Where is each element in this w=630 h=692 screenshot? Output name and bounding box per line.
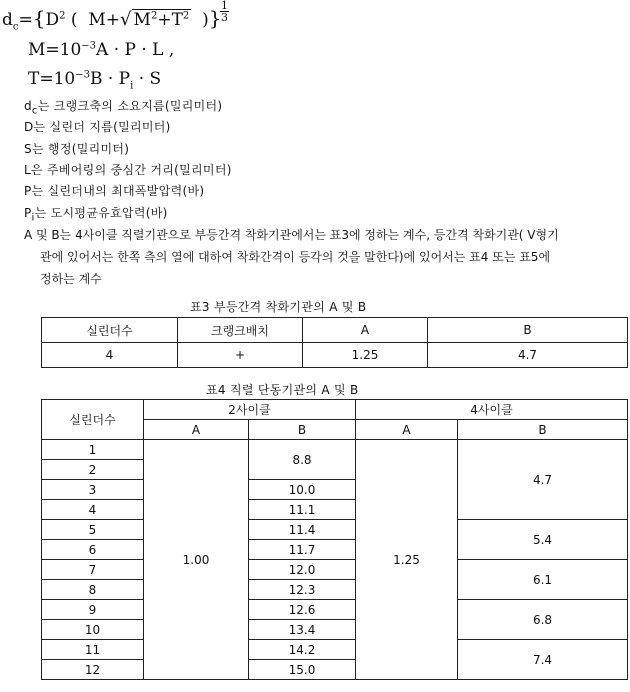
table4-b2-value: 11.1 [249, 500, 356, 520]
table3-header-row [42, 318, 628, 343]
table4-b2-value: 11.7 [249, 540, 356, 560]
table4-header-2cycle: 2사이클 [144, 400, 356, 420]
table4-b4-value: 6.8 [458, 600, 628, 640]
table3-header-cell: A [303, 318, 428, 343]
formula-D-exponent: 2 [59, 10, 66, 22]
table-row [42, 640, 628, 660]
table4-header-cylinders: 실린더수 [42, 400, 144, 440]
table4-a4-value: 1.25 [356, 440, 458, 680]
table3-header-cell: 크랭크배치 [178, 318, 303, 343]
formula-right-brace: } [208, 6, 222, 30]
table-row [42, 343, 628, 368]
formula-T-squared: T [171, 10, 183, 30]
table-row [42, 440, 628, 460]
fraction-denominator: 3 [221, 11, 228, 24]
def-text: 는 실린더 지름(밀리미터) [33, 120, 171, 134]
table-row [42, 520, 628, 540]
def-text: 는 도시평균유효압력(바) [34, 206, 168, 220]
def-symbol: D [24, 120, 34, 134]
def-symbol: P [24, 184, 32, 198]
formula-left-brace: { [32, 6, 46, 30]
table3-header-cell: B [428, 318, 628, 343]
def-symbol: P [24, 206, 32, 220]
fraction-numerator: 1 [221, 0, 228, 12]
table4-b4-value: 4.7 [458, 440, 628, 520]
table4-cyl: 5 [42, 520, 144, 540]
def-text: 는 행정(밀리미터) [31, 142, 130, 156]
table4-caption: 표4 직렬 단동기관의 A 및 B [206, 383, 359, 397]
table4-b2-value: 12.3 [249, 580, 356, 600]
table4-b4-value: 5.4 [458, 520, 628, 560]
table4-cyl: 2 [42, 460, 144, 480]
table4-b2-value: 12.0 [249, 560, 356, 580]
formula-left-paren: ( [70, 10, 78, 30]
table4-cyl: 10 [42, 620, 144, 640]
definition-S [24, 140, 129, 157]
formula-M-exp: −3 [81, 40, 97, 52]
formula-exponent-fraction [220, 0, 229, 23]
table4-subheader-a: A [356, 420, 458, 440]
table4-header-4cycle: 4사이클 [356, 400, 628, 420]
definition-L [24, 161, 232, 178]
table4-b4-value: 7.4 [458, 640, 628, 680]
paragraph-line-2: 관에 있어서는 한쪽 측의 열에 대하여 착화간격이 등각의 것을 말한다)에 있어서는 표4 또는 표5에 [40, 250, 551, 264]
table3-cell: + [178, 343, 303, 368]
def-text: 는 실린더내의 최대폭발압력(바) [31, 184, 205, 198]
formula-d-subscript: c [12, 21, 19, 33]
table4-b2-value: 10.0 [249, 480, 356, 500]
table3 [41, 317, 628, 368]
definition-dc [24, 97, 222, 116]
table4-cyl: 12 [42, 660, 144, 680]
formula-T-subscript: i [130, 80, 134, 92]
formula-M-exponent: 2 [150, 10, 158, 22]
table4-b2-value: 13.4 [249, 620, 356, 640]
table4-header-row [42, 400, 628, 420]
table4-cyl: 4 [42, 500, 144, 520]
table4-subheader-b: B [249, 420, 356, 440]
formula-M-line [28, 40, 174, 60]
paragraph-line-1: A 및 B는 4사이클 직렬기관으로 부등간격 착화기관에서는 표3에 정하는 계수, 등간격 착화기관( V형기 [24, 228, 559, 242]
def-symbol: S [24, 142, 32, 156]
table-row [42, 560, 628, 580]
formula-radicand [132, 9, 192, 30]
formula-T-exponent: 2 [182, 10, 190, 22]
table4-cyl: 9 [42, 600, 144, 620]
table4-b2-value: 11.4 [249, 520, 356, 540]
table4-cyl: 7 [42, 560, 144, 580]
table4-cyl: 11 [42, 640, 144, 660]
formula-T-exp: −3 [75, 69, 90, 81]
table4-b2-value: 15.0 [249, 660, 356, 680]
table4-cyl: 8 [42, 580, 144, 600]
table4-a2-value: 1.00 [144, 440, 249, 680]
sqrt-icon: √ [120, 9, 132, 30]
formula-M-rest: A · P · L , [96, 40, 175, 60]
formula-right-paren: ) [202, 10, 209, 30]
formula-plus-2: + [157, 10, 172, 30]
def-subscript: c [31, 105, 38, 117]
formula-M: M [88, 10, 106, 30]
formula-plus: + [105, 10, 121, 30]
def-subscript: i [31, 212, 35, 224]
definition-P [24, 182, 204, 199]
table3-cell: 4 [42, 343, 178, 368]
table4-cyl: 1 [42, 440, 144, 460]
formula-T-eq: T=10 [28, 69, 76, 89]
formula-dc [2, 6, 221, 32]
table4-b2-value: 12.6 [249, 600, 356, 620]
formula-equals: = [18, 10, 33, 30]
table4 [41, 399, 628, 680]
def-text: 는 크랭크축의 소요지름(밀리미터) [37, 99, 223, 113]
def-text: 은 주베어링의 중심간 거리(밀리미터) [31, 163, 232, 177]
definition-D [24, 118, 171, 135]
table4-b4-value: 6.1 [458, 560, 628, 600]
paragraph-line-3: 정하는 계수 [40, 272, 102, 286]
formula-T-rest-b: · S [133, 69, 162, 89]
formula-T-rest-a: B · P [89, 69, 131, 89]
def-symbol: d [24, 99, 32, 113]
coefficient-paragraph [24, 224, 628, 290]
table4-cyl: 3 [42, 480, 144, 500]
table4-subheader-b: B [458, 420, 628, 440]
table3-cell: 1.25 [303, 343, 428, 368]
formula-T-line [28, 69, 161, 91]
table3-cell: 4.7 [428, 343, 628, 368]
table3-caption: 표3 부등간격 착화기관의 A 및 B [190, 300, 367, 314]
table4-subheader-a: A [144, 420, 249, 440]
formula-d-symbol: d [2, 10, 13, 30]
table-row [42, 600, 628, 620]
def-symbol: L [24, 163, 31, 177]
table4-b2-value: 14.2 [249, 640, 356, 660]
formula-M-eq: M=10 [28, 40, 82, 60]
formula-D: D [45, 10, 60, 30]
table3-header-cell: 실린더수 [42, 318, 178, 343]
formula-M-squared: M [133, 10, 151, 30]
table4-cyl: 6 [42, 540, 144, 560]
definition-Pi [24, 204, 168, 223]
table4-b2-value: 8.8 [249, 440, 356, 480]
